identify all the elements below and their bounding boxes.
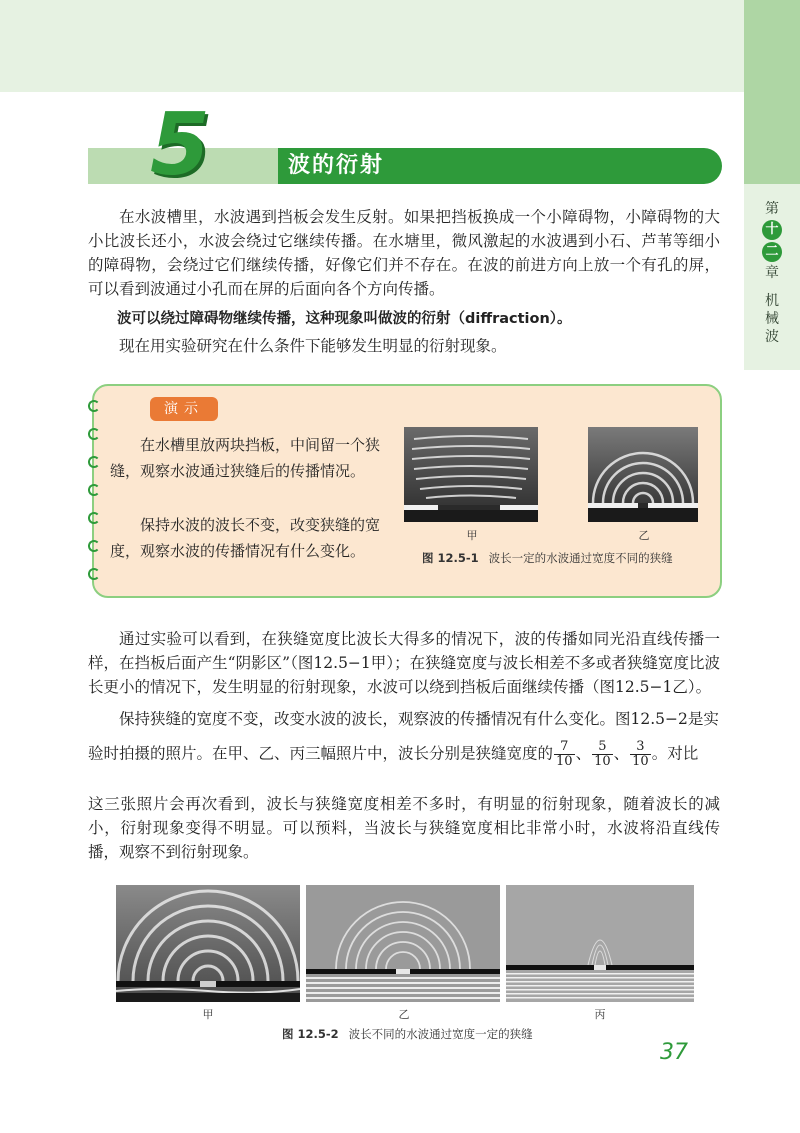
wave-photo-medium-wavelength bbox=[306, 885, 500, 1002]
page-number: 37 bbox=[660, 1040, 688, 1065]
chapter-digit-2: 二 bbox=[762, 242, 782, 262]
side-tab-top bbox=[744, 0, 800, 184]
demo-text-2: 保持水波的波长不变，改变狭缝的宽度，观察水波的传播情况有什么变化。 bbox=[110, 516, 381, 560]
chapter-label bbox=[744, 200, 800, 346]
fraction-5-10 bbox=[592, 740, 613, 769]
demo-label: 演示 bbox=[150, 397, 218, 421]
intro-paragraph-1: 在水波槽里，水波遇到挡板会发生反射。如果把挡板换成一个小障碍物，小障碍物的大小比波长还小，水波会绕过它继续传播。在水塘里，微风激起的水波遇到小石、芦苇等细小的障碍物，会绕过它们继续传播，好像它们并不存在。在波的前进方向上放一个有孔的屏，可以看到波通过小孔而在屏的后面向各个方向传播。 bbox=[88, 208, 720, 298]
fig2-caption bbox=[282, 1026, 533, 1042]
fig1-label-b: 乙 bbox=[638, 529, 650, 542]
fig2-label-c: 丙 bbox=[594, 1008, 606, 1021]
body-paragraph-4: 通过实验可以看到，在狭缝宽度比波长大得多的情况下，波的传播如同光沿直线传播一样，在挡板后面产生“阴影区”（图12.5−1甲）；在狭缝宽度与波长相差不多或者狭缝宽度比波长更小的情况下，发生明显的衍射现象，水波可以绕到挡板后面继续传播（图12.5−1乙）。 bbox=[88, 630, 720, 696]
wave-photo-wide-slit bbox=[404, 427, 538, 522]
binding-ring-icon bbox=[88, 512, 100, 524]
frac-den-1: 10 bbox=[556, 754, 573, 769]
sep-2: 、 bbox=[613, 744, 630, 763]
fig1-number: 图 12.5-1 bbox=[422, 551, 479, 565]
binding-ring-icon bbox=[88, 484, 100, 496]
chapter-name-2: 械 bbox=[765, 311, 779, 327]
binding-ring-icon bbox=[88, 428, 100, 440]
binding-ring-icon bbox=[88, 400, 100, 412]
wave-photo-long-wavelength bbox=[116, 885, 300, 1002]
sep-1: 、 bbox=[575, 744, 592, 763]
binding-ring-icon bbox=[88, 540, 100, 552]
p5-line2-suffix: 。对比 bbox=[651, 744, 699, 763]
section-title: 波的衍射 bbox=[288, 153, 385, 178]
wave-photo-short-wavelength bbox=[506, 885, 694, 1002]
fig2-label-a: 甲 bbox=[202, 1008, 214, 1021]
fig1-caption bbox=[422, 550, 673, 566]
section-number: 5 bbox=[150, 95, 210, 195]
header-band bbox=[0, 0, 744, 92]
body-paragraph-5-line-1: 保持狭缝的宽度不变，改变水波的波长，观察波的传播情况有什么变化。图12.5−2是实 bbox=[119, 710, 719, 728]
frac-num-1: 7 bbox=[560, 739, 569, 754]
binding-ring-icon bbox=[88, 456, 100, 468]
body-paragraph-5-line-2 bbox=[88, 740, 720, 769]
frac-den-2: 10 bbox=[594, 754, 611, 769]
fig2-number: 图 12.5-2 bbox=[282, 1027, 339, 1041]
chapter-name-1: 机 bbox=[765, 293, 779, 309]
fig2-label-b: 乙 bbox=[398, 1008, 410, 1021]
chapter-suffix: 章 bbox=[765, 265, 779, 281]
body-paragraph-5-rest: 这三张照片会再次看到，波长与狭缝宽度相差不多时，有明显的衍射现象，随着波长的减小，衍射现象变得不明显。可以预料，当波长与狭缝宽度相比非常小时，水波将沿直线传播，观察不到衍射现象。 bbox=[88, 795, 720, 861]
frac-num-3: 3 bbox=[636, 739, 645, 754]
fig2-caption-text: 波长不同的水波通过宽度一定的狭缝 bbox=[348, 1027, 533, 1041]
frac-num-2: 5 bbox=[598, 739, 607, 754]
fig1-label-a: 甲 bbox=[466, 529, 478, 542]
frac-den-3: 10 bbox=[632, 754, 649, 769]
p5-line2-prefix: 验时拍摄的照片。在甲、乙、丙三幅照片中，波长分别是狭缝宽度的 bbox=[88, 744, 554, 763]
binding-ring-icon bbox=[88, 568, 100, 580]
fraction-3-10 bbox=[630, 740, 651, 769]
wave-photo-narrow-slit bbox=[588, 427, 698, 522]
chapter-name-3: 波 bbox=[765, 329, 779, 345]
chapter-side-tab bbox=[744, 0, 800, 1133]
chapter-digit-1: 十 bbox=[762, 220, 782, 240]
demo-text-1: 在水槽里放两块挡板，中间留一个狭缝，观察水波通过狭缝后的传播情况。 bbox=[110, 436, 381, 480]
definition-paragraph: 波可以绕过障碍物继续传播，这种现象叫做波的衍射（diffraction）。 bbox=[117, 311, 572, 327]
fraction-7-10 bbox=[554, 740, 575, 769]
fig1-caption-text: 波长一定的水波通过宽度不同的狭缝 bbox=[488, 551, 673, 565]
chapter-prefix: 第 bbox=[765, 201, 779, 217]
intro-paragraph-3: 现在用实验研究在什么条件下能够发生明显的衍射现象。 bbox=[119, 337, 507, 355]
